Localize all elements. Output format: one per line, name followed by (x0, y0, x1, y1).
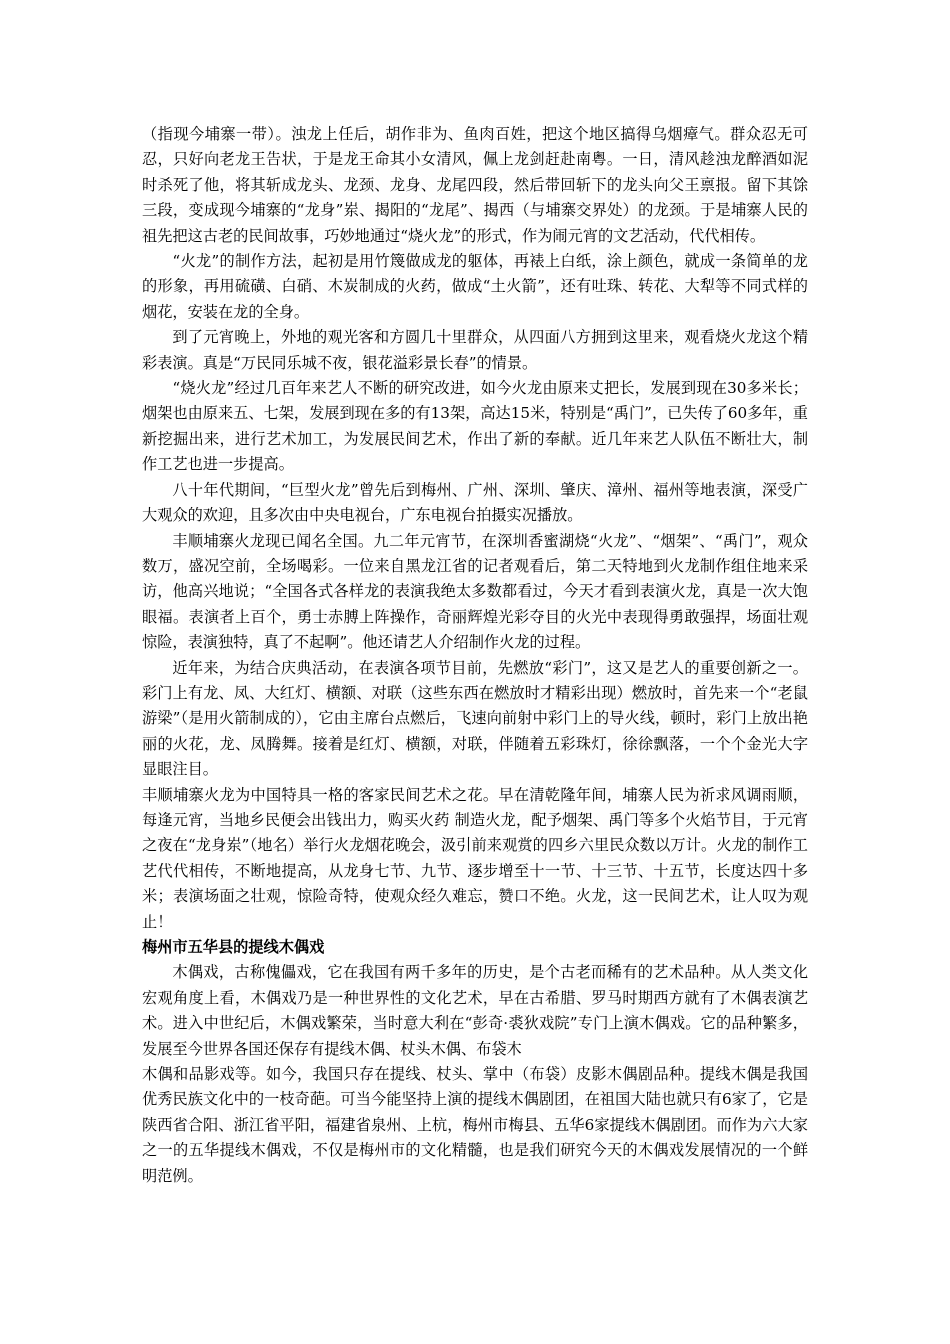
body-paragraph: “烧火龙”经过几百年来艺人不断的研究改进，如今火龙由原来丈把长，发展到现在30多米长；烟架也由原来五、七架，发展到现在多的有13架，高达15米，特别是“禹门”，已失传了60多年，重新挖掘出来，进行艺术加工，为发展民间艺术，作出了新的奉献。近几年来艺人队伍不断壮大，制作工艺也进一步提高。 (142, 379, 808, 474)
body-paragraph: 近年来，为结合庆典活动，在表演各项节目前，先燃放“彩门”，这又是艺人的重要创新之一。彩门上有龙、凤、大红灯、横额、对联（这些东西在燃放时才精彩出现）燃放时，首先来一个“老鼠游梁”（是用火箭制成的），它由主席台点燃后，飞速向前射中彩门上的导火线，顿时，彩门上放出艳丽的火花，龙、凤腾舞。接着是红灯、横额，对联，伴随着五彩珠灯，徐徐飘落，一个个金光大字显眼注目。 (142, 658, 808, 779)
body-paragraph: “火龙”的制作方法，起初是用竹篾做成龙的躯体，再裱上白纸，涂上颜色，就成一条简单的龙的形象，再用硫磺、白硝、木炭制成的火药，做成“土火箭”，还有吐珠、转花、大犁等不同式样的烟花，安装在龙的全身。 (142, 252, 808, 321)
body-paragraph: （指现今埔寨一带）。浊龙上任后，胡作非为、鱼肉百姓，把这个地区搞得乌烟瘴气。群众忍无可忍，只好向老龙王告状，于是龙王命其小女清风，佩上龙剑赶赴南粤。一日，清风趁浊龙醉酒如泥时杀死了他，将其斩成龙头、龙颈、龙身、龙尾四段，然后带回斩下的龙头向父王禀报。留下其馀三段，变成现今埔寨的“龙身”岽、揭阳的“龙尾”、揭西（与埔寨交界处）的龙颈。于是埔寨人民的祖先把这古老的民间故事，巧妙地通过“烧火龙”的形式，作为闹元宵的文艺活动，代代相传。 (142, 125, 808, 245)
document-page (142, 122, 808, 1189)
body-paragraph: 丰顺埔寨火龙现已闻名全国。九二年元宵节，在深圳香蜜湖烧“火龙”、“烟架”、“禹门”，观众数万，盛况空前，全场喝彩。一位来自黑龙江省的记者观看后，第二天特地到火龙制作组住地来采访，他高兴地说；“全国各式各样龙的表演我绝太多数都看过，今天才看到表演火龙，真是一次大饱眼福。表演者上百个，勇士赤膊上阵操作，奇丽辉煌光彩夺目的火光中表现得勇敢强捍，场面壮观惊险，表演独特，真了不起啊”。他还请艺人介绍制作火龙的过程。 (142, 531, 808, 652)
body-paragraph: 丰顺埔寨火龙为中国特具一格的客家民间艺术之花。早在清乾隆年间，埔寨人民为祈求风调雨顺，每逢元宵，当地乡民便会出钱出力，购买火药 制造火龙，配予烟架、禹门等多个火焰节目，于元宵之夜在“龙身岽”（地名）举行火龙烟花晚会，汲引前来观赏的四乡六里民众数以万计。火龙的制作工艺代代相传，不断地提高，从龙身七节、九节、逐步增至十一节、十三节、十五节，长度达四十多米；表演场面之壮观，惊险奇特，使观众经久难忘，赞口不绝。火龙，这一民间艺术，让人叹为观止！ (142, 785, 808, 931)
body-paragraph: 到了元宵晚上，外地的观光客和方圆几十里群众，从四面八方拥到这里来，观看烧火龙这个精彩表演。真是“万民同乐城不夜，银花溢彩景长春”的情景。 (142, 328, 808, 372)
body-paragraph: 木偶戏，古称傀儡戏，它在我国有两千多年的历史，是个古老而稀有的艺术品种。从人类文化宏观角度上看，木偶戏乃是一种世界性的文化艺术，早在古希腊、罗马时期西方就有了木偶表演艺术。进入中世纪后，木偶戏繁荣，当时意大利在“彭奇·裘狄戏院”专门上演木偶戏。它的品种繁多，发展至今世界各国还保存有提线木偶、杖头木偶、布袋木 (142, 963, 808, 1058)
body-paragraph: 八十年代期间，“巨型火龙”曾先后到梅州、广州、深圳、肇庆、漳州、福州等地表演，深受广大观众的欢迎，且多次由中央电视台，广东电视台拍摄实况播放。 (142, 480, 808, 525)
body-paragraph: 木偶和品影戏等。如今，我国只存在提线、杖头、掌中（布袋）皮影木偶剧品种。提线木偶是我国优秀民族文化中的一枝奇葩。可当今能坚持上演的提线木偶剧团，在祖国大陆也就只有6家了，它是陕西省合阳、浙江省平阳，福建省泉州、上杭，梅州市梅县、五华6家提线木偶剧团。而作为六大家之一的五华提线木偶戏，不仅是梅州市的文化精髓，也是我们研究今天的木偶戏发展情况的一个鲜明范例。 (142, 1065, 808, 1185)
section-heading: 梅州市五华县的提线木偶戏 (142, 938, 325, 956)
